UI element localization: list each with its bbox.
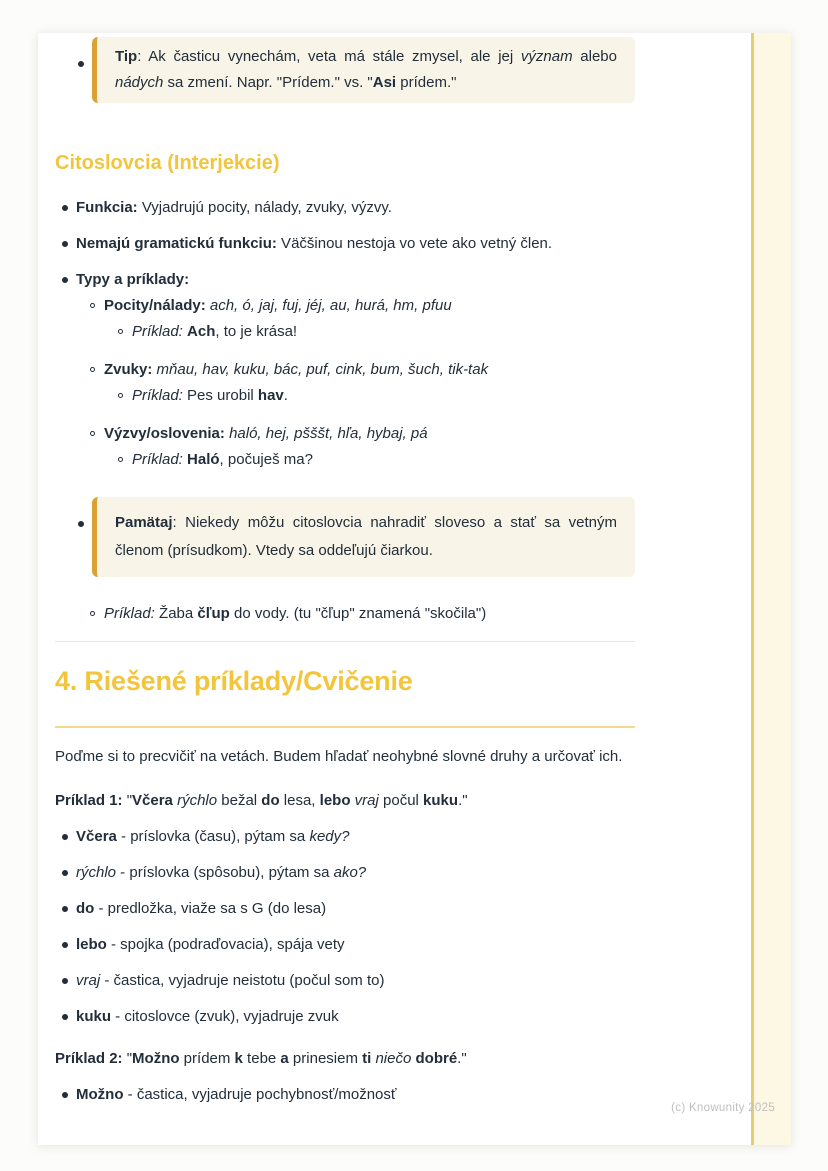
list-item-text: Možno - častica, vyjadruje pochybnosť/možnosť bbox=[76, 1086, 397, 1103]
bullet-marker bbox=[62, 870, 68, 876]
tip-callout bbox=[92, 37, 635, 103]
list-item bbox=[55, 1004, 635, 1030]
section-heading-citoslovcia: Citoslovcia (Interjekcie) bbox=[55, 152, 280, 174]
pamataj-callout bbox=[92, 497, 635, 577]
page-content bbox=[55, 33, 635, 1108]
priklad2-sentence: Príklad 2: "Možno prídem k tebe a prinesiem ti niečo dobré." bbox=[55, 1050, 467, 1067]
document-page bbox=[38, 33, 791, 1145]
list-item-text: kuku - citoslovce (zvuk), vyjadruje zvuk bbox=[76, 1008, 339, 1025]
list-item bbox=[55, 421, 635, 447]
circle-bullet-marker bbox=[118, 329, 123, 334]
copyright-watermark: (c) Knowunity 2025 bbox=[671, 1102, 775, 1114]
list-item bbox=[55, 267, 635, 293]
main-heading-wrap bbox=[55, 664, 635, 728]
list-item bbox=[55, 447, 635, 473]
list-item-text: Včera - príslovka (času), pýtam sa kedy? bbox=[76, 828, 350, 845]
list-item-text: Funkcia: Vyjadrujú pocity, nálady, zvuky, výzvy. bbox=[76, 199, 392, 216]
list-item bbox=[55, 896, 635, 922]
priklad1-analysis-list bbox=[55, 824, 635, 1030]
bullet-marker bbox=[78, 61, 84, 67]
list-item-text: Príklad: Pes urobil hav. bbox=[132, 387, 288, 404]
bullet-marker bbox=[62, 1014, 68, 1020]
list-item bbox=[55, 932, 635, 958]
intro-paragraph: Poďme si to precvičiť na vetách. Budem hľadať neohybné slovné druhy a určovať ich. bbox=[55, 748, 623, 765]
pamataj-callout-text: Pamätaj: Niekedy môžu citoslovcia nahradiť sloveso a stať sa vetným členom (prísudkom). Vtedy sa oddeľujú čiarkou. bbox=[115, 514, 617, 559]
bullet-marker bbox=[62, 942, 68, 948]
circle-bullet-marker bbox=[90, 303, 95, 308]
priklad1-sentence: Príklad 1: "Včera rýchlo bežal do lesa, lebo vraj počul kuku." bbox=[55, 792, 468, 809]
list-item bbox=[55, 319, 635, 345]
circle-bullet-marker bbox=[90, 611, 95, 616]
bullet-marker bbox=[62, 906, 68, 912]
list-item bbox=[55, 293, 635, 319]
circle-bullet-marker bbox=[90, 431, 95, 436]
priklad2-analysis-list bbox=[55, 1082, 635, 1108]
list-item-text: Pocity/nálady: ach, ó, jaj, fuj, jéj, au, hurá, hm, pfuu bbox=[104, 297, 452, 314]
list-item-text: vraj - častica, vyjadruje neistotu (počul som to) bbox=[76, 972, 385, 989]
bullet-marker bbox=[62, 241, 68, 247]
list-item bbox=[55, 601, 635, 627]
list-item-text: Typy a príklady: bbox=[76, 271, 190, 288]
list-item-text: Príklad: Ach, to je krása! bbox=[132, 323, 298, 340]
list-item-text: Zvuky: mňau, hav, kuku, bác, puf, cink, bum, šuch, tik-tak bbox=[104, 361, 489, 378]
list-item bbox=[55, 357, 635, 383]
list-item bbox=[55, 1082, 635, 1108]
list-item-text: lebo - spojka (podraďovacia), spája vety bbox=[76, 936, 345, 953]
circle-bullet-marker bbox=[90, 367, 95, 372]
list-item-text: do - predložka, viaže sa s G (do lesa) bbox=[76, 900, 327, 917]
bullet-marker bbox=[78, 521, 84, 527]
list-item-text: Nemajú gramatickú funkciu: Väčšinou nestoja vo vete ako vetný člen. bbox=[76, 235, 553, 252]
pamataj-callout-row bbox=[55, 497, 635, 577]
list-item bbox=[55, 383, 635, 409]
tip-callout-text: Tip: Ak časticu vynechám, veta má stále zmysel, ale jej význam alebo nádych sa zmení. Napr. "Prídem." vs. "Asi prídem." bbox=[115, 48, 617, 91]
bullet-marker bbox=[62, 978, 68, 984]
main-heading-cvicenie: 4. Riešené príklady/Cvičenie bbox=[55, 666, 413, 696]
list-item-text: rýchlo - príslovka (spôsobu), pýtam sa ako? bbox=[76, 864, 367, 881]
circle-bullet-marker bbox=[118, 457, 123, 462]
list-item bbox=[55, 195, 635, 221]
circle-bullet-marker bbox=[118, 393, 123, 398]
list-item bbox=[55, 231, 635, 257]
bullet-marker bbox=[62, 1092, 68, 1098]
list-item bbox=[55, 968, 635, 994]
list-item-text: Príklad: Žaba čľup do vody. (tu "čľup" znamená "skočila") bbox=[104, 605, 487, 622]
section-divider bbox=[55, 641, 635, 642]
bullet-marker bbox=[62, 205, 68, 211]
list-item-text: Príklad: Haló, počuješ ma? bbox=[132, 451, 313, 468]
bullet-marker bbox=[62, 277, 68, 283]
bullet-marker bbox=[62, 834, 68, 840]
list-item-text: Výzvy/oslovenia: haló, hej, pšššt, hľa, hybaj, pá bbox=[104, 425, 428, 442]
page-edge-strip bbox=[751, 33, 791, 1145]
list-item bbox=[55, 824, 635, 850]
tip-callout-row bbox=[55, 37, 635, 103]
list-item bbox=[55, 860, 635, 886]
citoslovcia-list bbox=[55, 195, 635, 473]
